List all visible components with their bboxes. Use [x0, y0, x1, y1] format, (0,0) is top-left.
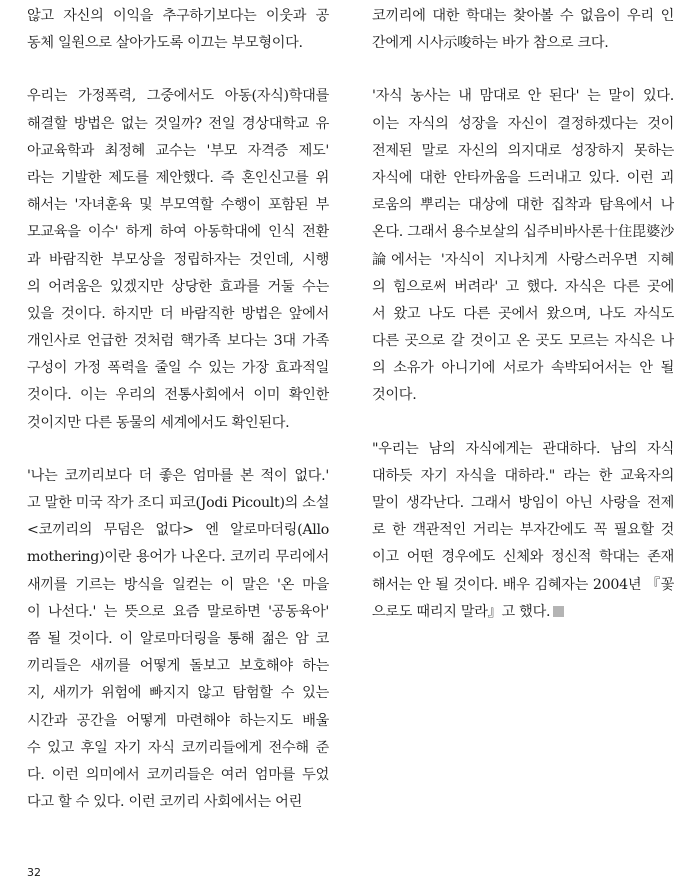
- text-line: 論에서는 '자식이 지나치게 사랑스러우면 지혜: [372, 251, 674, 268]
- text-line: 수 있고 후일 자기 자식 코끼리들에게 전수해 준: [27, 739, 329, 756]
- text-line: 이는 자식의 성장을 자신이 결정하겠다는 것이: [372, 115, 674, 132]
- text-line: 전제된 말로 자신의 의지대로 성장하지 못하는: [372, 142, 674, 159]
- text-line: 모교육을 이수' 하게 하여 아동학대에 인식 전환: [27, 224, 329, 241]
- text-line: 동체 일원으로 살아가도록 이끄는 부모형이다.: [27, 35, 303, 52]
- text-line: '나는 코끼리보다 더 좋은 엄마를 본 적이 없다.': [27, 467, 329, 484]
- text-line: 온다. 그래서 용수보살의 십주비바사론十住毘婆沙: [372, 224, 674, 241]
- text-line: mothering)이란 용어가 나온다. 코끼리 무리에서: [27, 549, 329, 566]
- text-line: 로 한 객관적인 거리는 부자간에도 꼭 필요할 것: [372, 522, 674, 539]
- text-line: 쯤 될 것이다. 이 알로마더링을 통해 젊은 암 코: [27, 630, 329, 647]
- text-line: 구성이 가정 폭력을 줄일 수 있는 가장 효과적일: [27, 360, 329, 377]
- paragraph: [27, 3, 329, 57]
- text-line: 서 왔고 나도 다른 곳에서 왔으며, 나도 자식도: [372, 305, 674, 322]
- text-line: 우리는 가정폭력, 그중에서도 아동(자식)학대를: [27, 88, 329, 105]
- text-line: 말이 생각난다. 그래서 방임이 아닌 사랑을 전제: [372, 495, 674, 511]
- text-line: 고 말한 미국 작가 조디 피코(Jodi Picoult)의 소설: [27, 495, 329, 511]
- text-line: 자식에 대한 안타까움을 드러내고 있다. 이런 괴: [372, 169, 674, 186]
- text-line: 개인사로 언급한 것처럼 핵가족 보다는 3대 가족: [27, 333, 329, 350]
- text-line: 이 나선다.' 는 뜻으로 요즘 말로하면 '공동육아': [27, 603, 329, 620]
- text-line: 있을 것이다. 하지만 더 바람직한 방법은 앞에서: [27, 305, 329, 322]
- text-line: 간에게 시사示唆하는 바가 참으로 크다.: [372, 35, 609, 52]
- paragraph: [372, 436, 674, 626]
- text-line: 의 소유가 아니기에 서로가 속박되어서는 안 될: [372, 360, 674, 377]
- text-line: 다고 할 수 있다. 이런 코끼리 사회에서는 어린: [27, 794, 302, 811]
- text-line: 다. 이런 의미에서 코끼리들은 여러 엄마를 두었: [27, 766, 329, 783]
- text-line: 해결할 방법은 없는 것일까? 전일 경상대학교 유: [27, 115, 329, 132]
- text-line: <코끼리의 무덤은 없다> 엔 알로마더링(Allo: [27, 522, 329, 539]
- text-line: 다른 곳으로 갈 것이고 온 곳도 모르는 자식은 나: [372, 333, 674, 350]
- text-line: 대하듯 자기 자식을 대하라." 라는 한 교육자의: [372, 467, 674, 484]
- text-line: 시간과 공간을 어떻게 마련해야 하는지도 배울: [27, 712, 329, 729]
- text-line: 코끼리에 대한 학대는 찾아볼 수 없음이 우리 인: [372, 8, 674, 24]
- text-line: 으로도 때리지 말라』고 했다.: [372, 599, 674, 626]
- text-line: 아교육학과 최정혜 교수는 '부모 자격증 제도': [27, 142, 329, 159]
- paragraph: [27, 83, 329, 436]
- text-line: '자식 농사는 내 맘대로 안 된다' 는 말이 있다.: [372, 88, 674, 105]
- text-line: 지, 새끼가 위험에 빠지지 않고 탐험할 수 있는: [27, 685, 329, 702]
- text-line: 이고 어떤 경우에도 신체와 정신적 학대는 존재: [372, 549, 674, 566]
- text-line: 않고 자신의 이익을 추구하기보다는 이웃과 공: [27, 8, 329, 24]
- text-line: 것이지만 다른 동물의 세계에서도 확인된다.: [27, 414, 290, 431]
- text-line: 로움의 뿌리는 대상에 대한 집착과 탐욕에서 나: [372, 197, 674, 214]
- text-line: "우리는 남의 자식에게는 관대하다. 남의 자식: [372, 440, 674, 457]
- paragraph: [372, 83, 674, 409]
- text-line: 새끼를 기르는 방식을 일컫는 이 말은 '온 마을: [27, 576, 329, 593]
- text-line: 의 힘으로써 버려라' 고 했다. 자식은 다른 곳에: [372, 278, 674, 295]
- text-line: 의 어려움은 있겠지만 상당한 효과를 거둘 수는: [27, 278, 329, 295]
- text-line: 끼리들은 새끼를 어떻게 돌보고 보호해야 하는: [27, 658, 329, 675]
- text-line: 해서는 안 될 것이다. 배우 김혜자는 2004년 『꽃: [372, 576, 674, 593]
- text-line: 것이다.: [372, 387, 417, 404]
- text-line: 해서는 '자녀훈육 및 부모역할 수행이 포함된 부: [27, 197, 329, 214]
- text-line: 라는 기발한 제도를 제안했다. 즉 혼인신고를 위: [27, 169, 329, 186]
- text-line: 것이다. 이는 우리의 전통사회에서 이미 확인한: [27, 387, 329, 404]
- paragraph: [27, 463, 329, 816]
- text-line: 과 바람직한 부모상을 정립하자는 것인데, 시행: [27, 251, 329, 268]
- left-column: [27, 0, 329, 816]
- page-number: 32: [27, 866, 41, 879]
- end-mark-icon: [553, 606, 564, 617]
- paragraph: [372, 3, 674, 57]
- right-column: [372, 0, 674, 626]
